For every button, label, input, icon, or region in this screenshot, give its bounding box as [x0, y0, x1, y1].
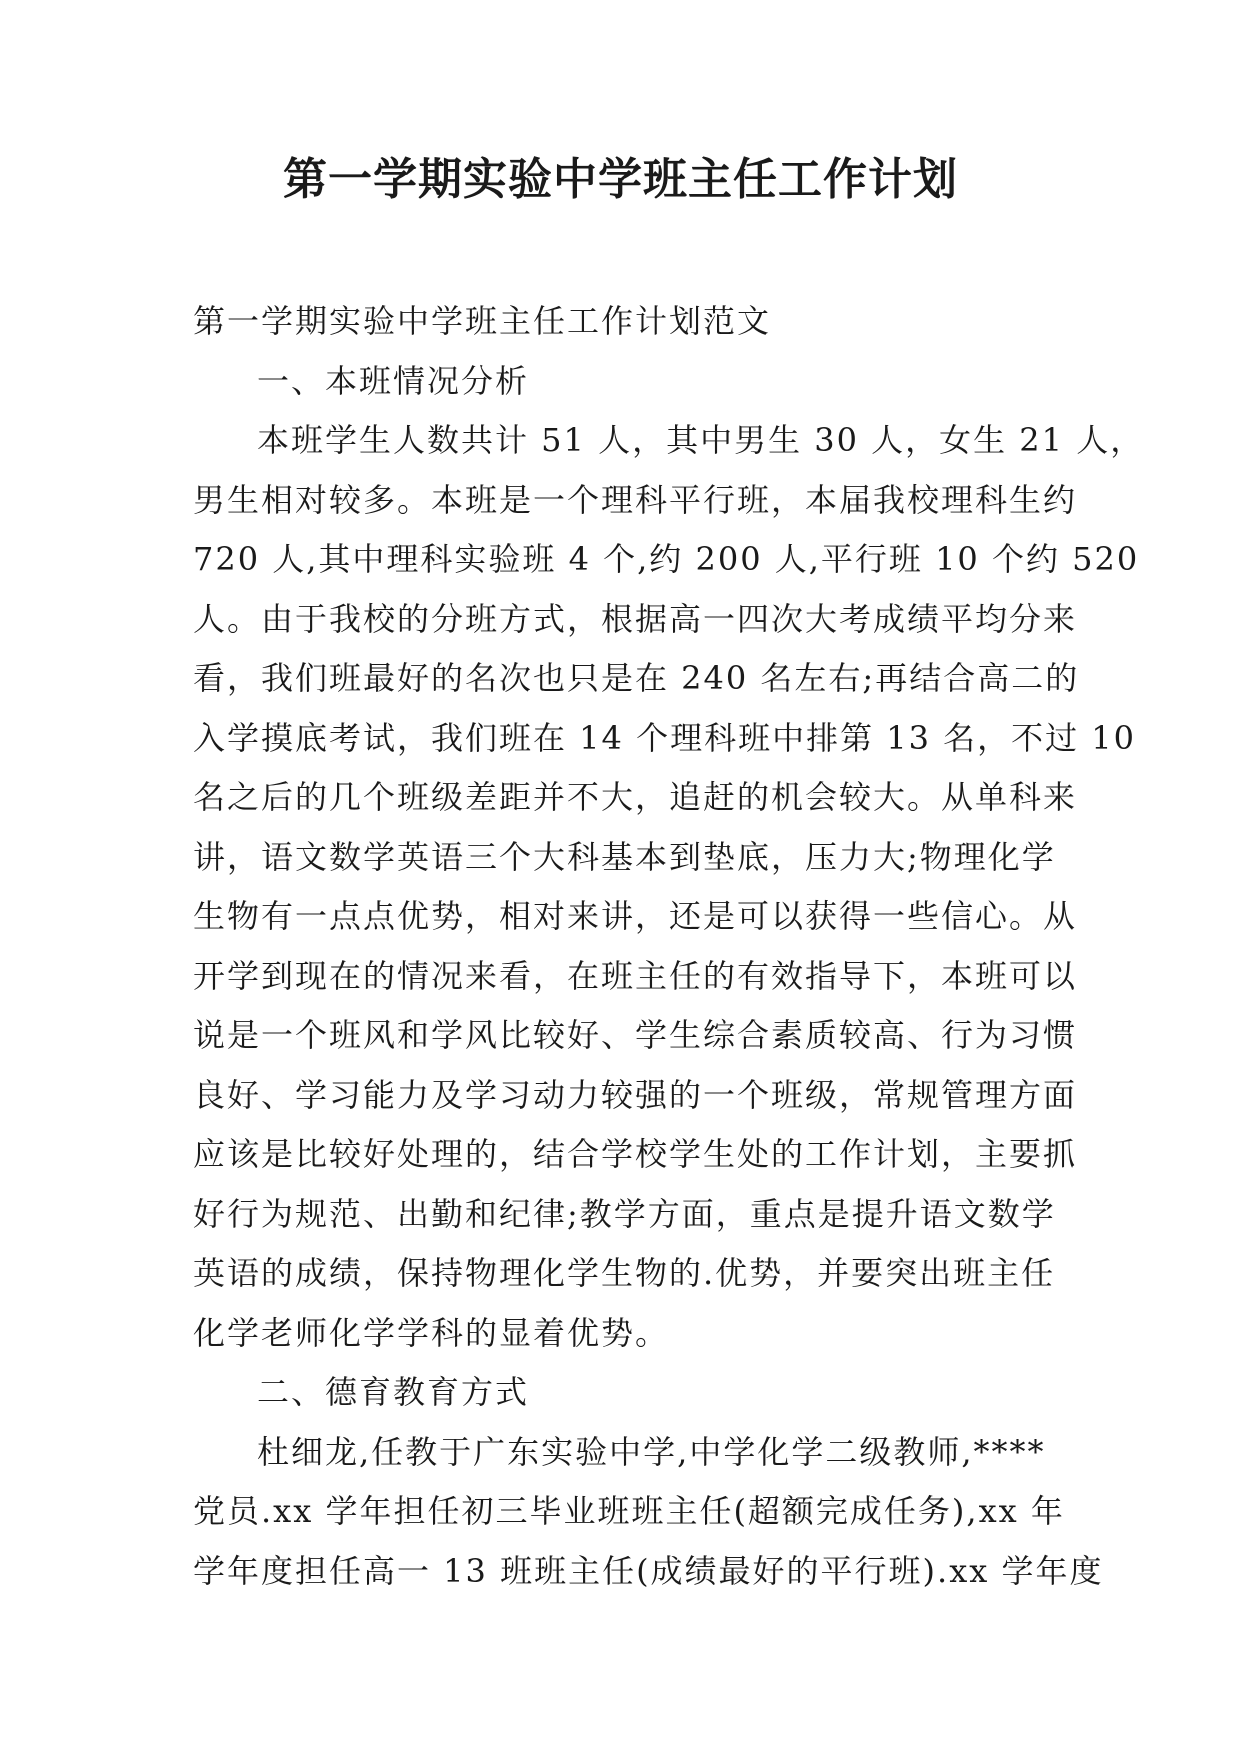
paragraph-line: 党员.xx 学年担任初三毕业班班主任(超额完成任务),xx 年: [193, 1492, 1065, 1530]
section-heading: 二、德育教育方式: [257, 1373, 530, 1411]
paragraph-line: 本班学生人数共计 51 人，其中男生 30 人，女生 21 人，: [257, 421, 1145, 459]
paragraph-line: 开学到现在的情况来看，在班主任的有效指导下，本班可以: [193, 956, 1078, 995]
section-heading: 一、本班情况分析: [257, 361, 530, 400]
paragraph-line: 好行为规范、出勤和纪律;教学方面，重点是提升语文数学: [193, 1194, 1056, 1233]
paragraph-line: 杜细龙,任教于广东实验中学,中学化学二级教师,****: [257, 1432, 1046, 1471]
paragraph-line: 化学老师化学学科的显着优势。: [193, 1313, 670, 1352]
paragraph-line: 良好、学习能力及学习动力较强的一个班级，常规管理方面: [193, 1075, 1078, 1114]
paragraph-line: 讲，语文数学英语三个大科基本到垫底，压力大;物理化学: [193, 837, 1056, 876]
paragraph-line: 学年度担任高一 13 班班主任(成绩最好的平行班).xx 学年度: [193, 1551, 1104, 1590]
paragraph-line: 生物有一点点优势，相对来讲，还是可以获得一些信心。从: [193, 897, 1078, 935]
paragraph-line: 说是一个班风和学风比较好、学生综合素质较高、行为习惯: [193, 1016, 1078, 1054]
paragraph-line: 英语的成绩，保持物理化学生物的.优势，并要突出班主任: [193, 1254, 1056, 1292]
paragraph-line: 名之后的几个班级差距并不大，追赶的机会较大。从单科来: [193, 778, 1078, 816]
document-body: [193, 292, 1145, 1601]
document-title: 第一学期实验中学班主任工作计划: [283, 154, 958, 205]
paragraph-line: 入学摸底考试，我们班在 14 个理科班中排第 13 名，不过 10: [193, 718, 1137, 757]
paragraph-line: 720 人,其中理科实验班 4 个,约 200 人,平行班 10 个约 520: [193, 540, 1140, 578]
document-subtitle: 第一学期实验中学班主任工作计划范文: [193, 302, 772, 340]
paragraph-line: 男生相对较多。本班是一个理科平行班，本届我校理科生约: [193, 480, 1078, 519]
paragraph-line: 看，我们班最好的名次也只是在 240 名左右;再结合高二的: [193, 659, 1080, 697]
paragraph-line: 应该是比较好处理的，结合学校学生处的工作计划，主要抓: [193, 1135, 1078, 1173]
paragraph-line: 人。由于我校的分班方式，根据高一四次大考成绩平均分来: [193, 599, 1078, 638]
